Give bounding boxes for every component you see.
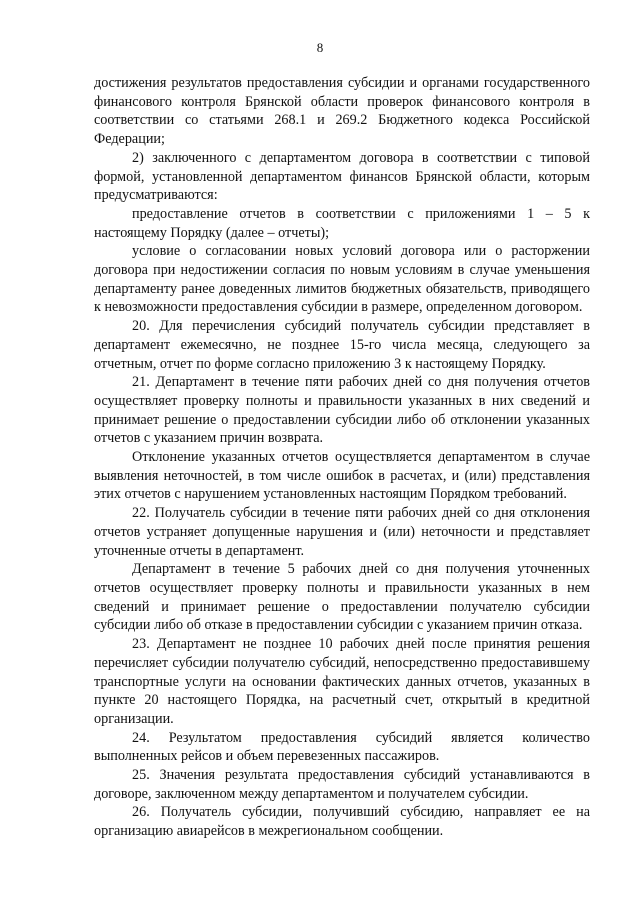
paragraph-clause-20: 20. Для перечисления субсидий получатель субсидии представляет в департамент ежемесячно, не позднее 15-го числа месяца, следующего за отчетным, отчет по форме согласно приложению 3 к настоящему Порядку. [94,318,590,372]
paragraph-clause-26: 26. Получатель субсидии, получивший субсидию, направляет ее на организацию авиарейсов в межрегиональном сообщении. [94,804,590,840]
paragraph-continuation: достижения результатов предоставления субсидии и органами государственного финансового контроля Брянской области проверок финансового контроля в соответствии со статьями 268.1 и 269.2 Бюджетного кодекса Российской Федерации; [94,75,590,148]
paragraph-clause-24: 24. Результатом предоставления субсидий является количество выполненных рейсов и объем перевезенных пассажиров. [94,729,590,765]
paragraph-item-2: 2) заключенного с департаментом договора в соответствии с типовой формой, установленной департаментом финансов Брянской области, которым предусматриваются: [94,149,590,204]
paragraph-clause-21: 21. Департамент в течение пяти рабочих дней со дня получения отчетов осуществляет проверку полноты и правильности указанных в них сведений и принимает решение о предоставлении субсидии либо об отклонении указанных отчетов с указанием причин возврата. [94,374,590,447]
page-number: 8 [316,40,324,55]
paragraph-agreement-condition: условие о согласовании новых условий договора или о расторжении договора при недостижении согласия по новым условиям в случае уменьшения департаменту ранее доведенных лимитов бюджетных обязательств, приводящего к невозможности предоставления субсидии в размере, определенном договором. [94,243,590,316]
paragraph-reports-condition: предоставление отчетов в соответствии с приложениями 1 – 5 к настоящему Порядку (далее – отчеты); [94,205,590,241]
paragraph-clause-22: 22. Получатель субсидии в течение пяти рабочих дней со дня отклонения отчетов устраняет допущенные нарушения и (или) неточности и представляет уточненные отчеты в департамент. [94,505,590,559]
document-body [94,74,590,841]
paragraph-rejection: Отклонение указанных отчетов осуществляется департаментом в случае выявления неточностей, в том числе ошибок в расчетах, и (или) представления этих отчетов с нарушением установленных настоящим Порядком требований. [94,449,590,503]
paragraph-clause-23: 23. Департамент не позднее 10 рабочих дней после принятия решения перечисляет субсидии получателю субсидий, непосредственно предоставившему транспортные услуги на основании фактических данных отчетов, указанных в пункте 20 настоящего Порядка, на расчетный счет, открытый в кредитной организации. [94,636,590,727]
paragraph-recheck: Департамент в течение 5 рабочих дней со дня получения уточненных отчетов осуществляет проверку полноты и правильности указанных в нем сведений и принимает решение о предоставлении получателю субсидии субсидии либо об отказе в предоставлении субсидии с указанием причин отказа. [94,561,590,634]
paragraph-clause-25: 25. Значения результата предоставления субсидий устанавливаются в договоре, заключенном между департаментом и получателем субсидии. [94,767,590,802]
